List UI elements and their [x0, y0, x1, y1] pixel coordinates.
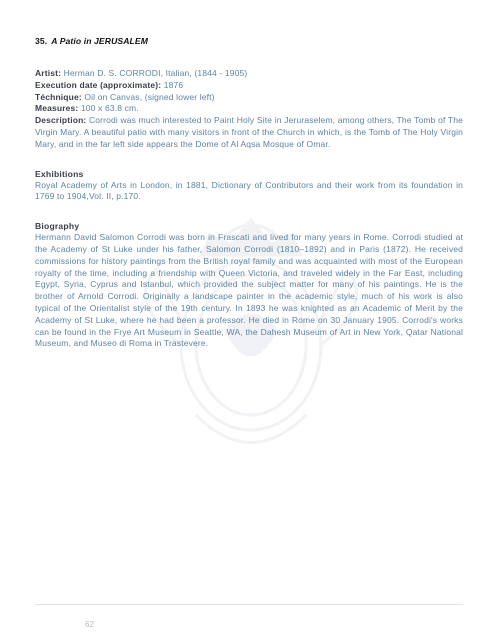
detail-technique	[35, 92, 463, 104]
detail-value: 100 x 63.8 cm.	[80, 103, 139, 114]
detail-value: Oil on Canvas, (signed lower left)	[84, 91, 215, 102]
detail-label: Artist:	[35, 68, 62, 78]
biography-heading: Biography	[35, 221, 80, 232]
footer-divider	[35, 604, 463, 605]
exhibitions-heading: Exhibitions	[35, 168, 84, 179]
description-text: Corrodi was much interested to Paint Holy Site in Jeruraselem, among others, The Tomb of The Virgin Mary. A beautiful patio with many visitors in front of the Church in which, is the Tomb of The Holy Virgin Mary, and in the far left side appears the Dome of Al Aqsa Mosque of Omar.	[35, 115, 463, 149]
detail-value: 1876	[163, 79, 184, 90]
catalog-entry	[35, 36, 463, 350]
detail-label: Execution date (approximate):	[35, 79, 162, 90]
entry-title	[35, 36, 463, 46]
description-label: Description:	[35, 115, 87, 126]
exhibitions-text: Royal Academy of Arts in London, in 1881, Dictionary of Contributors and their work from its foundation in 1769 to 1904,Vol. II, p.170.	[35, 179, 463, 202]
detail-label: Téchnique:	[35, 91, 82, 102]
page-number: 62	[85, 620, 94, 629]
entry-number: 35.	[35, 36, 48, 46]
detail-value: Herman D. S. CORRODI, Italian, (1844 - 1905)	[63, 68, 248, 78]
entry-title-text: A Patio in JERUSALEM	[51, 36, 148, 46]
detail-artist	[35, 68, 463, 80]
detail-execution-date	[35, 80, 463, 92]
detail-label: Measures:	[35, 103, 79, 114]
detail-measures	[35, 103, 463, 115]
description-paragraph	[35, 115, 463, 150]
biography-text: Hermann David Salomon Corrodi was born in Frascati and lived for many years in Rome. Corrodi studied at the Academy of St Luke under his father, Salomon Corrodi (1810–1892) and in Paris (1872). He received commissions for history paintings from the British royal family and was acquainted with most of the European royalty of the time, including a friendship with Queen Victoria, and traveled widely in the Far East, including Egypt, Syria, Cyprus and Istanbul, which provided the subject matter for many of his paintings. He is the brother of Arnold Corrodi. Originally a landscape painter in the academic style, much of his work is also typical of the Orientalist style of the 19th century. In 1893 he was knighted as an Academic of Merit by the Academy of St Luke, where he had been a professor. He died in Rome on 30 January 1905. Corrodi's works can be found in the Frye Art Museum in Seattle, WA, the Dahesh Museum of Art in New York, Qatar National Museum, and Museo di Roma in Trastevere.	[35, 232, 463, 349]
